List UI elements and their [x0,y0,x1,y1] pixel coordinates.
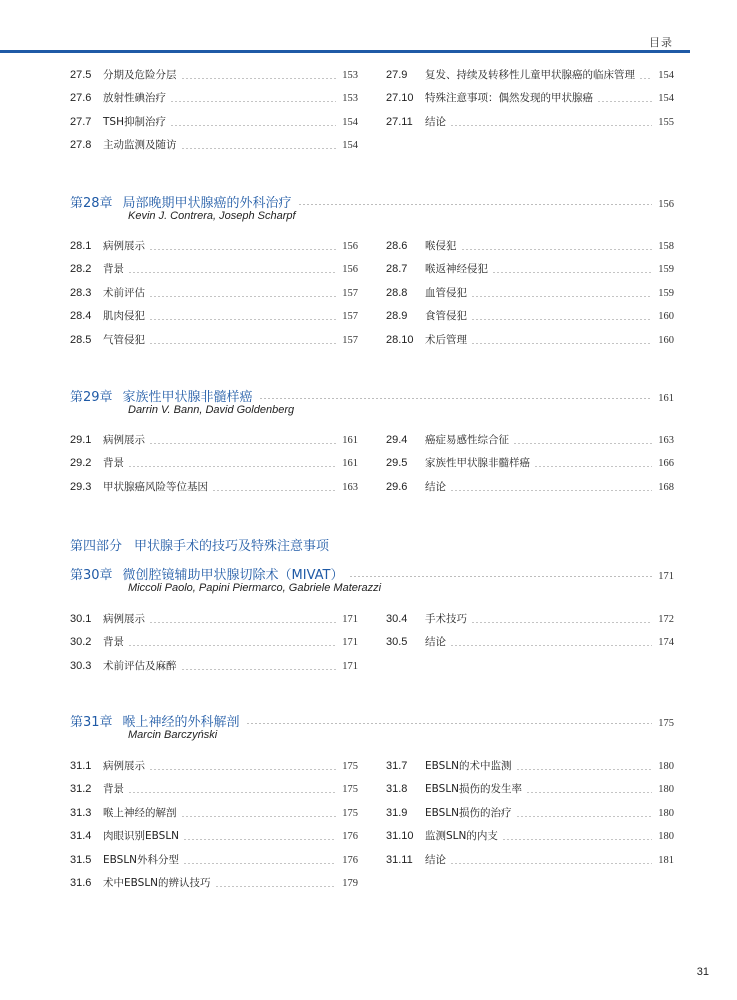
section-title: 结论 [425,480,446,493]
page-ref: 160 [658,311,674,323]
section-number: 28.9 [386,310,408,323]
section-number: 28.2 [70,263,92,276]
dot-leader [450,645,652,646]
running-header: 目录 [649,36,673,49]
section-number: 31.1 [70,760,92,772]
page-ref: 175 [658,718,674,729]
page-ref: 171 [342,637,358,649]
page-ref: 153 [342,93,358,105]
section-number: 28.3 [70,286,92,299]
section-title: 放射性碘治疗 [103,92,166,105]
page-ref: 174 [658,637,674,649]
dot-leader [149,319,336,320]
chapter-label: 第29章 [70,390,113,405]
toc-entry[interactable] [386,285,674,301]
dot-leader [181,78,337,79]
section-number: 31.4 [70,830,92,843]
section-title: 分期及危险分层 [103,69,177,81]
dot-leader [128,792,336,793]
dot-leader [492,272,652,273]
chapter-label: 第28章 [70,196,113,211]
section-number: 29.4 [386,434,408,446]
dot-leader [259,398,653,399]
section-number: 30.3 [70,659,92,672]
page-ref: 175 [342,784,358,796]
dot-leader [149,769,336,770]
page-ref: 171 [342,660,358,672]
dot-leader [128,272,336,273]
page-ref: 175 [342,807,358,819]
dot-leader [170,101,336,102]
dot-leader [181,816,337,817]
toc-entry[interactable] [70,611,358,627]
section-title: 术前评估 [103,286,145,299]
page-ref: 158 [658,241,674,252]
page-ref: 176 [342,831,358,843]
toc-entry[interactable] [386,805,674,821]
chapter-authors: Miccoli Paolo, Papini Piermarco, Gabriele Materazzi [128,582,382,594]
page-ref: 154 [342,140,358,152]
dot-leader [181,148,337,149]
page-ref: 157 [342,334,358,346]
page-ref: 161 [658,393,674,404]
toc-entry[interactable] [386,114,674,130]
dot-leader [181,669,337,670]
section-title: 背景 [103,457,124,470]
section-number: 31.7 [386,760,408,772]
section-title: 病例展示 [103,613,145,625]
dot-leader [183,839,336,840]
dot-leader [639,78,652,79]
toc-entry[interactable] [386,455,674,471]
page-ref: 180 [658,784,674,796]
section-title: 肉眼识别EBSLN [103,830,180,843]
page-ref: 156 [342,241,358,252]
section-number: 31.5 [70,853,92,866]
section-number: 28.4 [70,310,92,323]
dot-leader [298,204,653,205]
section-number: 31.2 [70,783,92,796]
dot-leader [170,125,336,126]
section-title: 背景 [103,263,124,276]
section-number: 29.3 [70,480,92,493]
section-number: 31.3 [70,806,92,819]
dot-leader [597,101,652,102]
chapter-heading[interactable] [70,564,674,582]
section-number: 31.11 [386,853,413,866]
section-title: EBSLN损伤的发生率 [425,783,523,796]
section-title: 术前评估及麻醉 [103,659,177,672]
toc-entry[interactable] [70,781,358,797]
section-title: 喉侵犯 [425,240,457,252]
toc-entry[interactable] [386,308,674,324]
chapter-heading[interactable] [70,192,674,210]
toc-entry[interactable] [70,238,358,254]
section-title: 手术技巧 [425,613,467,625]
section-title: 甲状腺癌风险等位基因 [103,480,208,493]
section-number: 27.8 [70,139,92,152]
chapter-heading[interactable] [70,386,674,404]
section-number: 28.10 [386,333,414,346]
toc-entry[interactable] [70,261,358,277]
section-title: 食管侵犯 [425,310,467,323]
chapter-title: 微创腔镜辅助甲状腺切除术（MIVAT） [122,568,344,583]
section-title: EBSLN外科分型 [103,853,180,866]
dot-leader [516,769,652,770]
section-number: 27.11 [386,115,413,128]
page-ref: 180 [658,761,674,772]
section-number: 27.9 [386,69,408,81]
toc-entry[interactable] [386,432,674,448]
dot-leader [128,645,336,646]
section-number: 31.8 [386,783,408,796]
page-ref: 161 [342,435,358,446]
toc-entry[interactable] [70,875,358,891]
section-title: 背景 [103,636,124,649]
page-ref: 179 [342,878,358,889]
section-title: EBSLN损伤的治疗 [425,806,512,819]
section-title: 病例展示 [103,760,145,772]
dot-leader [149,443,336,444]
page-ref: 161 [342,458,358,470]
section-title: 喉上神经的解剖 [103,806,177,819]
page-ref: 176 [342,854,358,866]
dot-leader [534,466,652,467]
toc-entry[interactable] [70,432,358,448]
section-title: 特殊注意事项：偶然发现的甲状腺癌 [425,92,593,105]
section-number: 31.6 [70,877,92,889]
chapter-title: 家族性甲状腺非髓样癌 [122,390,253,405]
page-ref: 154 [658,70,674,81]
page-ref: 175 [342,761,358,772]
section-number: 27.7 [70,115,92,128]
toc-entry[interactable] [70,67,358,83]
chapter-label: 第30章 [70,568,113,583]
page-ref: 171 [342,614,358,625]
dot-leader [450,490,652,491]
toc-entry[interactable] [386,479,674,495]
part-heading [70,535,329,554]
section-number: 29.5 [386,457,408,470]
toc-entry[interactable] [70,479,358,495]
page-ref: 160 [658,334,674,346]
dot-leader [450,863,652,864]
toc-entry[interactable] [70,658,358,674]
page-ref: 163 [342,481,358,493]
section-number: 31.10 [386,830,414,843]
dot-leader [128,466,336,467]
section-title: 术中EBSLN的辨认技巧 [103,877,211,889]
page-ref: 156 [658,199,674,210]
page-ref: 153 [342,70,358,81]
dot-leader [461,249,653,250]
toc-entry[interactable] [70,332,358,348]
dot-leader [246,723,653,724]
toc-entry[interactable] [386,90,674,106]
toc-entry[interactable] [386,828,674,844]
dot-leader [149,249,336,250]
toc-entry[interactable] [386,332,674,348]
toc-entry[interactable] [386,67,674,83]
section-number: 28.8 [386,286,408,299]
page-ref: 181 [658,854,674,866]
toc-entry[interactable] [70,455,358,471]
chapter-title: 喉上神经的外科解剖 [122,715,240,730]
dot-leader [450,125,652,126]
section-title: 癌症易感性综合征 [425,434,509,446]
toc-entry[interactable] [70,137,358,153]
section-title: 家族性甲状腺非髓样癌 [425,457,530,470]
section-number: 30.1 [70,613,92,625]
dot-leader [471,343,652,344]
section-number: 28.7 [386,263,408,276]
toc-entry[interactable] [70,805,358,821]
toc-entry[interactable] [386,634,674,650]
section-title: 病例展示 [103,434,145,446]
chapter-authors: Darrin V. Bann, David Goldenberg [128,404,295,416]
toc-entry[interactable] [70,308,358,324]
section-number: 28.5 [70,333,92,346]
dot-leader [149,296,336,297]
dot-leader [215,886,336,887]
section-title: 肌肉侵犯 [103,310,145,323]
section-number: 31.9 [386,806,408,819]
section-number: 29.1 [70,434,92,446]
section-title: 病例展示 [103,240,145,252]
page-ref: 172 [658,614,674,625]
page-ref: 157 [342,311,358,323]
page-ref: 180 [658,831,674,843]
section-number: 27.10 [386,92,414,105]
dot-leader [212,490,336,491]
page-ref: 155 [658,116,674,128]
page-ref: 154 [658,93,674,105]
section-title: 血管侵犯 [425,286,467,299]
chapter-authors: Kevin J. Contrera, Joseph Scharpf [128,210,296,222]
dot-leader [526,792,652,793]
toc-entry[interactable] [70,758,358,774]
page-ref: 168 [658,481,674,493]
section-title: 结论 [425,115,446,128]
section-title: 术后管理 [425,333,467,346]
page-ref: 159 [658,287,674,299]
dot-leader [471,296,652,297]
toc-entry[interactable] [386,611,674,627]
dot-leader [471,319,652,320]
toc-entry[interactable] [70,634,358,650]
section-number: 29.6 [386,480,408,493]
section-title: 主动监测及随访 [103,139,177,152]
section-number: 28.1 [70,240,92,252]
page-ref: 157 [342,287,358,299]
section-number: 29.2 [70,457,92,470]
section-title: 复发、持续及转移性儿童甲状腺癌的临床管理 [425,69,635,81]
chapter-authors: Marcin Barczyński [128,729,218,741]
toc-entry[interactable] [70,114,358,130]
dot-leader [502,839,652,840]
toc-entry[interactable] [70,852,358,868]
page-ref: 163 [658,435,674,446]
page-ref: 159 [658,264,674,276]
toc-entry[interactable] [386,852,674,868]
page-ref: 166 [658,458,674,470]
part-title: 甲状腺手术的技巧及特殊注意事项 [134,539,330,554]
toc-entry[interactable] [70,285,358,301]
toc-entry[interactable] [386,758,674,774]
dot-leader [349,576,652,577]
dot-leader [516,816,652,817]
chapter-label: 第31章 [70,715,113,730]
section-title: 结论 [425,636,446,649]
section-number: 30.2 [70,636,92,649]
toc-entry[interactable] [386,261,674,277]
dot-leader [471,622,652,623]
toc-entry[interactable] [70,828,358,844]
toc-entry[interactable] [70,90,358,106]
dot-leader [183,863,336,864]
toc-entry[interactable] [386,238,674,254]
dot-leader [149,622,336,623]
section-title: 喉返神经侵犯 [425,263,488,276]
page-ref: 156 [342,264,358,276]
chapter-title: 局部晚期甲状腺癌的外科治疗 [122,196,292,211]
section-number: 30.5 [386,636,408,649]
section-title: EBSLN的术中监测 [425,760,512,772]
header-rule [0,50,690,53]
section-number: 28.6 [386,240,408,252]
part-label: 第四部分 [70,539,123,554]
section-title: 监测SLN的内支 [425,830,498,843]
section-title: TSH抑制治疗 [103,115,166,128]
section-title: 气管侵犯 [103,333,145,346]
page-ref: 180 [658,807,674,819]
section-title: 结论 [425,853,446,866]
page-number: 31 [696,966,709,978]
section-number: 30.4 [386,613,408,625]
page-ref: 171 [658,571,674,582]
chapter-heading[interactable] [70,711,674,729]
dot-leader [513,443,652,444]
toc-entry[interactable] [386,781,674,797]
page-ref: 154 [342,116,358,128]
section-number: 27.6 [70,92,92,105]
section-number: 27.5 [70,69,92,81]
dot-leader [149,343,336,344]
section-title: 背景 [103,783,124,796]
